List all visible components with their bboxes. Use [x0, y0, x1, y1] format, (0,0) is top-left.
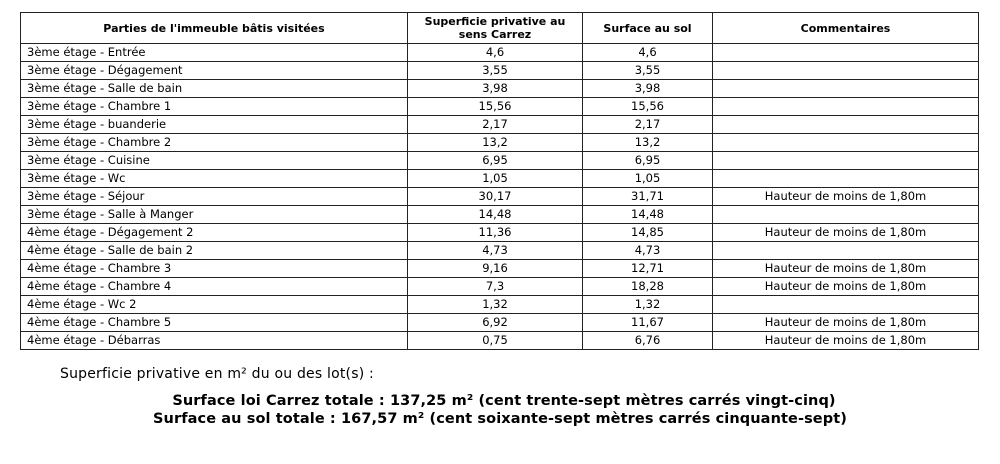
sol-cell: 12,71 [583, 260, 713, 278]
sol-cell: 2,17 [583, 116, 713, 134]
table-row [21, 188, 979, 206]
table-row [21, 152, 979, 170]
table-row [21, 314, 979, 332]
table-header-row [21, 13, 979, 44]
room-cell: 3ème étage - Chambre 2 [21, 134, 408, 152]
sol-cell: 6,95 [583, 152, 713, 170]
comment-cell: Hauteur de moins de 1,80m [713, 188, 979, 206]
table-row [21, 62, 979, 80]
room-cell: 3ème étage - Salle de bain [21, 80, 408, 98]
sol-cell: 13,2 [583, 134, 713, 152]
carrez-cell: 3,55 [408, 62, 583, 80]
table-body [21, 44, 979, 350]
sol-cell: 3,98 [583, 80, 713, 98]
comment-cell [713, 296, 979, 314]
table-row [21, 332, 979, 350]
comment-cell [713, 170, 979, 188]
room-cell: 4ème étage - Dégagement 2 [21, 224, 408, 242]
room-cell: 3ème étage - Wc [21, 170, 408, 188]
room-cell: 3ème étage - Chambre 1 [21, 98, 408, 116]
carrez-cell: 7,3 [408, 278, 583, 296]
room-cell: 4ème étage - Wc 2 [21, 296, 408, 314]
room-cell: 4ème étage - Chambre 3 [21, 260, 408, 278]
comment-cell: Hauteur de moins de 1,80m [713, 278, 979, 296]
carrez-cell: 4,6 [408, 44, 583, 62]
sol-cell: 31,71 [583, 188, 713, 206]
comment-cell [713, 152, 979, 170]
comment-cell: Hauteur de moins de 1,80m [713, 332, 979, 350]
room-cell: 3ème étage - buanderie [21, 116, 408, 134]
table-row [21, 116, 979, 134]
sol-cell: 18,28 [583, 278, 713, 296]
comment-cell [713, 242, 979, 260]
room-cell: 3ème étage - Séjour [21, 188, 408, 206]
room-cell: 3ème étage - Dégagement [21, 62, 408, 80]
carrez-cell: 14,48 [408, 206, 583, 224]
sol-cell: 3,55 [583, 62, 713, 80]
sol-cell: 14,85 [583, 224, 713, 242]
table-row [21, 98, 979, 116]
comment-cell [713, 44, 979, 62]
room-cell: 3ème étage - Cuisine [21, 152, 408, 170]
sol-cell: 1,32 [583, 296, 713, 314]
carrez-cell: 9,16 [408, 260, 583, 278]
sol-cell: 11,67 [583, 314, 713, 332]
comment-cell [713, 206, 979, 224]
header-carrez: Superficie privative au sens Carrez [408, 13, 583, 44]
carrez-cell: 11,36 [408, 224, 583, 242]
comment-cell [713, 62, 979, 80]
table-row [21, 206, 979, 224]
room-cell: 3ème étage - Salle à Manger [21, 206, 408, 224]
comment-cell [713, 98, 979, 116]
comment-cell [713, 116, 979, 134]
room-cell: 4ème étage - Débarras [21, 332, 408, 350]
sol-cell: 14,48 [583, 206, 713, 224]
room-cell: 3ème étage - Entrée [21, 44, 408, 62]
carrez-cell: 4,73 [408, 242, 583, 260]
sol-cell: 1,05 [583, 170, 713, 188]
sol-cell: 15,56 [583, 98, 713, 116]
carrez-cell: 3,98 [408, 80, 583, 98]
comment-cell [713, 80, 979, 98]
summary-intro: Superficie privative en m² du ou des lot(s) : [60, 366, 374, 382]
total-sol: Surface au sol totale : 167,57 m² (cent soixante-sept mètres carrés cinquante-sept) [153, 411, 847, 427]
table-row [21, 296, 979, 314]
carrez-cell: 6,95 [408, 152, 583, 170]
header-sol: Surface au sol [583, 13, 713, 44]
table-row [21, 170, 979, 188]
surfaces-table [20, 12, 979, 350]
table-row [21, 80, 979, 98]
comment-cell: Hauteur de moins de 1,80m [713, 224, 979, 242]
room-cell: 4ème étage - Chambre 4 [21, 278, 408, 296]
carrez-cell: 30,17 [408, 188, 583, 206]
header-room: Parties de l'immeuble bâtis visitées [21, 13, 408, 44]
carrez-cell: 0,75 [408, 332, 583, 350]
carrez-cell: 2,17 [408, 116, 583, 134]
carrez-cell: 13,2 [408, 134, 583, 152]
carrez-cell: 6,92 [408, 314, 583, 332]
sol-cell: 4,73 [583, 242, 713, 260]
carrez-cell: 15,56 [408, 98, 583, 116]
table-row [21, 44, 979, 62]
table-row [21, 134, 979, 152]
sol-cell: 4,6 [583, 44, 713, 62]
sol-cell: 6,76 [583, 332, 713, 350]
carrez-cell: 1,05 [408, 170, 583, 188]
header-comment: Commentaires [713, 13, 979, 44]
comment-cell: Hauteur de moins de 1,80m [713, 314, 979, 332]
table-row [21, 224, 979, 242]
comment-cell: Hauteur de moins de 1,80m [713, 260, 979, 278]
table-row [21, 242, 979, 260]
comment-cell [713, 134, 979, 152]
table-row [21, 278, 979, 296]
room-cell: 4ème étage - Salle de bain 2 [21, 242, 408, 260]
carrez-cell: 1,32 [408, 296, 583, 314]
room-cell: 4ème étage - Chambre 5 [21, 314, 408, 332]
table-row [21, 260, 979, 278]
total-carrez: Surface loi Carrez totale : 137,25 m² (cent trente-sept mètres carrés vingt-cinq) [172, 393, 836, 409]
